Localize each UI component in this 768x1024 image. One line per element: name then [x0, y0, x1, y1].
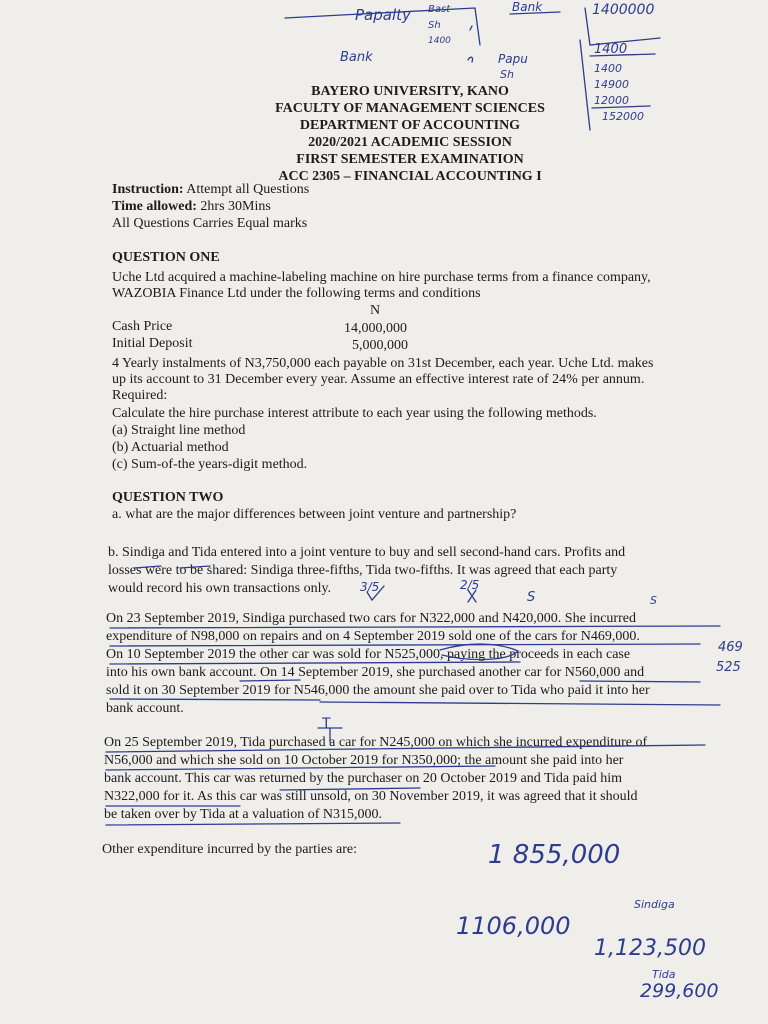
question-title: QUESTION TWO [112, 490, 224, 505]
option-item: (b) Actuarial method [112, 440, 229, 455]
handwritten-note: 2/5 [460, 578, 480, 592]
handwritten-note: T [322, 716, 331, 732]
time-line [112, 199, 271, 215]
handwritten-total: 1 855,000 [488, 840, 621, 870]
scribble [468, 26, 473, 62]
question-text: Calculate the hire purchase interest attribute to each year using the following methods. [112, 406, 597, 421]
university-name: BAYERO UNIVERSITY, KANO [311, 84, 509, 99]
question-text: b. Sindiga and Tida entered into a joint venture to buy and sell second-hand cars. Profits and [108, 545, 626, 560]
instruction-line [112, 182, 309, 198]
handwritten-label: Sindiga [634, 898, 675, 911]
question-text: would record his own transactions only. [108, 581, 332, 596]
deposit-value: 5,000,000 [352, 338, 408, 353]
currency-header: N [370, 303, 381, 318]
handwritten-note: 14900 [594, 78, 629, 91]
question-text: expenditure of N98,000 on repairs and on 4 September 2019 sold one of the cars for N469,000. [106, 629, 640, 644]
handwritten-note: Bast [428, 4, 451, 15]
handwritten-note: Papu [498, 52, 528, 66]
handwritten-note: Papalty [355, 6, 411, 24]
cash-price-label: Cash Price [112, 319, 173, 334]
question-text: losses were to be shared: Sindiga three-fifths, Tida two-fifths. It was agreed that each party [108, 563, 618, 578]
handwritten-note: 1400 [428, 36, 451, 46]
handwritten-total: 1106,000 [456, 912, 571, 940]
handwritten-note: 12000 [594, 94, 629, 107]
option-item: (c) Sum-of-the years-digit method. [112, 457, 308, 472]
handwritten-note: 469 [718, 640, 743, 655]
handwritten-note: Sh [500, 68, 514, 81]
time-text: 2hrs 30Mins [196, 199, 271, 214]
question-text: bank account. [106, 701, 184, 716]
option-item: (a) Straight line method [112, 423, 246, 438]
question-title: QUESTION ONE [112, 250, 220, 265]
handwritten-label: Tida [652, 968, 676, 981]
exam-title: FIRST SEMESTER EXAMINATION [296, 152, 524, 167]
handwritten-total: 1,123,500 [594, 936, 706, 961]
question-text: be taken over by Tida at a valuation of N315,000. [104, 807, 383, 822]
academic-session: 2020/2021 ACADEMIC SESSION [308, 135, 512, 150]
handwritten-note: 3/5 [360, 580, 380, 594]
required-label: Required: [112, 388, 168, 403]
handwritten-note: Bank [512, 0, 543, 14]
time-label: Time allowed: [112, 199, 197, 214]
handwritten-note: 525 [716, 660, 741, 675]
instruction-label: Instruction: [112, 182, 184, 197]
handwritten-note: S [527, 590, 536, 605]
question-text: sold it on 30 September 2019 for N546,000 the amount she paid over to Tida who paid it into her [106, 683, 650, 698]
question-text: into his own bank account. On 14 September 2019, she purchased another car for N560,000 and [106, 665, 645, 680]
handwritten-note: S [650, 594, 657, 607]
question-text: WAZOBIA Finance Ltd under the following terms and conditions [112, 286, 481, 301]
question-text: On 23 September 2019, Sindiga purchased two cars for N322,000 and N420,000. She incurred [106, 611, 636, 626]
question-text: bank account. This car was returned by the purchaser on 20 October 2019 and Tida paid him [104, 771, 622, 786]
handwritten-note: 1400 [594, 62, 622, 75]
handwritten-note: Bank [340, 50, 373, 65]
question-text: On 10 September 2019 the other car was sold for N525,000, paying the proceeds in each case [106, 647, 631, 662]
question-text: Uche Ltd acquired a machine-labeling machine on hire purchase terms from a finance company, [112, 270, 651, 285]
instruction-text: Attempt all Questions [183, 182, 310, 197]
faculty-name: FACULTY OF MANAGEMENT SCIENCES [275, 101, 545, 116]
course-title: ACC 2305 – FINANCIAL ACCOUNTING I [278, 169, 542, 184]
question-text: N56,000 and which she sold on 10 October 2019 for N350,000; the amount she paid into her [104, 753, 624, 768]
question-text: up its account to 31 December every year. Assume an effective interest rate of 24% per annum. [112, 372, 645, 387]
marks-note: All Questions Carries Equal marks [112, 216, 308, 231]
cash-price-value: 14,000,000 [344, 321, 407, 336]
handwritten-note: 1400000 [592, 2, 655, 18]
department-name: DEPARTMENT OF ACCOUNTING [299, 118, 521, 133]
question-text: 4 Yearly instalments of N3,750,000 each payable on 31st December, each year. Uche Ltd. makes [112, 356, 654, 371]
handwritten-total: 299,600 [640, 980, 719, 1002]
deposit-label: Initial Deposit [112, 336, 193, 351]
question-text: N322,000 for it. As this car was still unsold, on 30 November 2019, it was agreed that it should [104, 789, 638, 804]
question-text: On 25 September 2019, Tida purchased a car for N245,000 on which she incurred expenditure of [104, 735, 648, 750]
handwritten-note: 152000 [602, 110, 644, 123]
handwritten-note: 1400 [594, 42, 628, 57]
question-text: Other expenditure incurred by the parties are: [102, 842, 358, 857]
question-text: a. what are the major differences between joint venture and partnership? [112, 507, 517, 522]
handwritten-note: Sh [428, 20, 441, 31]
